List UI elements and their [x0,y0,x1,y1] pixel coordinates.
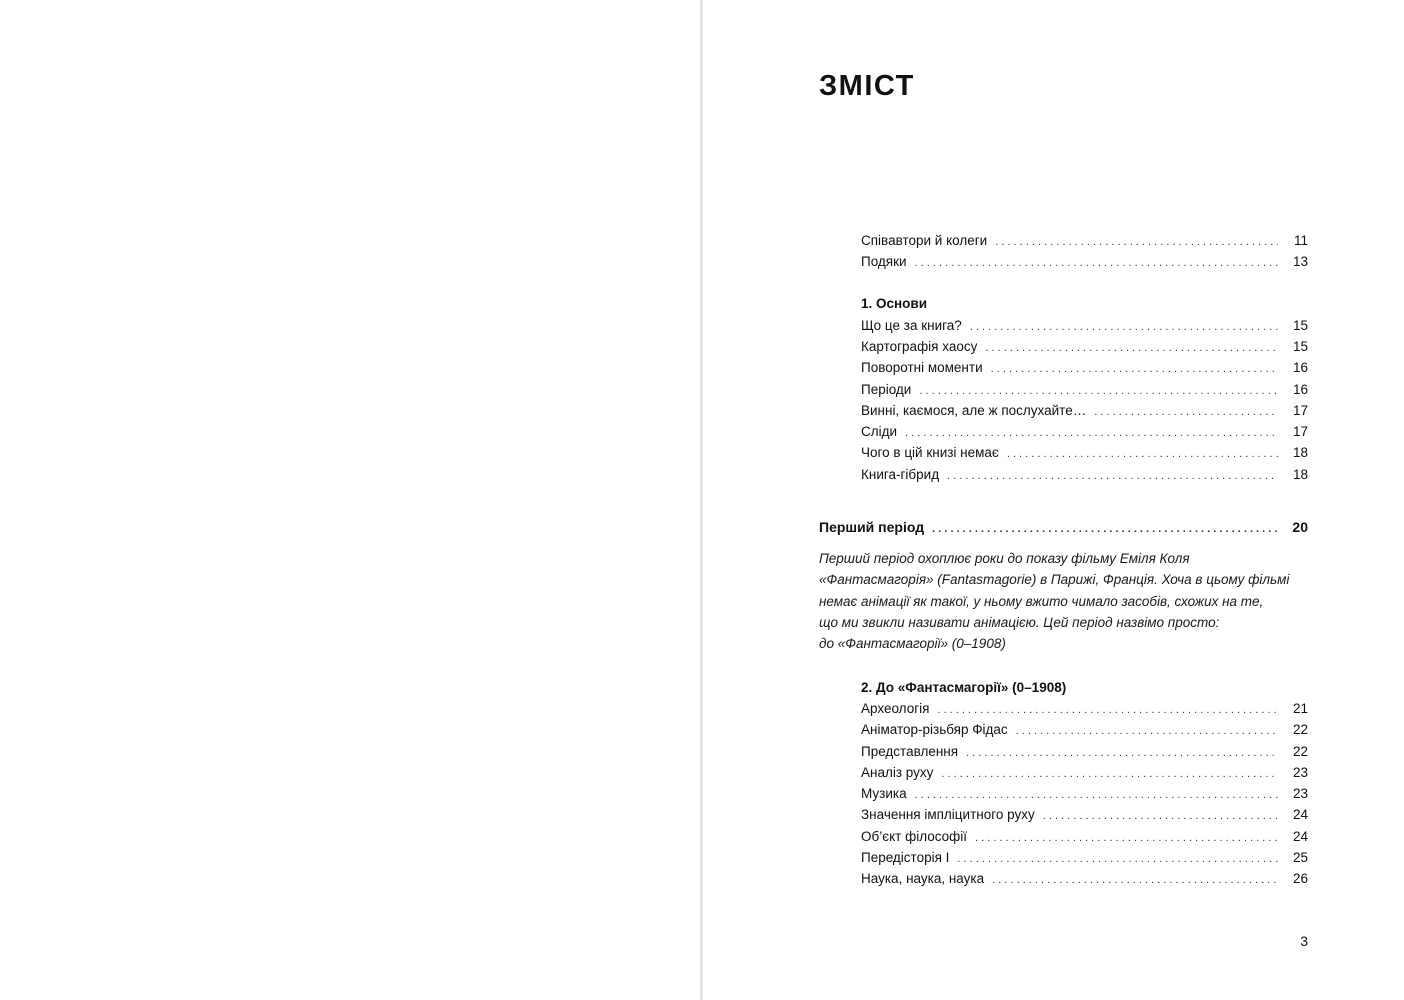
table-of-contents [703,0,1404,1000]
toc-entry[interactable] [861,783,1308,804]
dot-leader [991,359,1278,380]
dot-leader [919,381,1278,402]
toc-entry-page: 15 [1292,318,1308,333]
dot-leader [992,870,1278,891]
toc-entry-contributors[interactable] [861,230,1308,251]
toc-entry-page: 24 [1292,829,1308,844]
chapter-2-heading[interactable]: 2. До «Фантасмагорії» (0–1908) [861,680,1067,695]
description-line: до «Фантасмагорії» (0–1908) [819,636,1006,652]
dot-leader [1043,806,1278,827]
toc-entry-label: Співавтори й колеги [861,233,988,248]
dot-leader [915,253,1278,274]
toc-entry[interactable] [861,762,1308,783]
toc-entry-label: Передісторія І [861,850,950,865]
dot-leader [985,338,1278,359]
dot-leader [995,232,1278,253]
toc-entry[interactable] [861,698,1308,719]
toc-entry[interactable] [861,719,1308,740]
toc-entry[interactable] [861,741,1308,762]
dot-leader [905,423,1278,444]
chapter-1-heading[interactable]: 1. Основи [861,296,928,311]
toc-entry-label: Аналіз руху [861,765,934,780]
period-description [819,548,1319,654]
toc-entry-page: 11 [1293,233,1308,248]
toc-entry-label: Періоди [861,382,912,397]
toc-entry-acknowledgements[interactable] [861,251,1308,272]
toc-entry[interactable] [861,379,1308,400]
toc-entry[interactable] [861,464,1308,485]
dot-leader [1007,444,1278,465]
toc-entry-page: 25 [1292,850,1308,865]
toc-entry-label: Подяки [861,254,907,269]
toc-entry[interactable] [861,315,1308,336]
dot-leader [915,785,1278,806]
toc-entry-page: 22 [1292,722,1308,737]
toc-entry-label: Представлення [861,744,959,759]
page-number: 3 [1300,933,1308,949]
blank-left-page [0,0,700,1000]
toc-entry[interactable] [861,442,1308,463]
toc-entry[interactable] [861,400,1308,421]
toc-entry-page: 20 [1292,519,1308,535]
description-line: що ми звикли називати анімацією. Цей період назвімо просто: [819,614,1220,630]
toc-entry[interactable] [861,421,1308,442]
toc-entry-label: Поворотні моменти [861,360,983,375]
toc-entry-page: 18 [1292,445,1308,460]
toc-entry[interactable] [861,336,1308,357]
dot-leader [966,743,1278,764]
toc-entry-page: 18 [1292,467,1308,482]
toc-entry-page: 23 [1292,786,1308,801]
toc-entry-label: Музика [861,786,907,801]
toc-entry-page: 24 [1292,807,1308,822]
description-line: немає анімації як такої, у ньому вжито чимало засобів, схожих на те, [819,593,1264,609]
toc-entry-label: Книга-гібрид [861,467,940,482]
toc-entry-page: 23 [1292,765,1308,780]
toc-entry-page: 22 [1292,744,1308,759]
dot-leader [937,700,1278,721]
dot-leader [941,764,1278,785]
toc-entry-first-period[interactable] [819,517,1308,538]
toc-entry-page: 16 [1292,360,1308,375]
dot-leader [975,828,1278,849]
toc-entry-label: Аніматор-різьбяр Фідас [861,722,1008,737]
dot-leader [932,519,1278,540]
toc-entry-label: Винні, каємося, але ж послухайте… [861,403,1087,418]
dot-leader [970,317,1278,338]
toc-entry-label: Що це за книга? [861,318,962,333]
dot-leader [957,849,1278,870]
toc-entry-page: 17 [1292,403,1308,418]
description-line: «Фантасмагорія» (Fantasmagorie) в Парижі, Франція. Хоча в цьому фільмі [819,572,1290,588]
toc-entry-page: 16 [1292,382,1308,397]
toc-entry-label: Сліди [861,424,898,439]
dot-leader [1094,402,1278,423]
toc-entry-label: Перший період [819,519,925,535]
toc-entry-page: 13 [1292,254,1308,269]
toc-entry-label: Чого в цій книзі немає [861,445,999,460]
toc-entry-page: 26 [1292,871,1308,886]
toc-entry[interactable] [861,804,1308,825]
toc-entry-page: 21 [1292,701,1308,716]
toc-entry-label: Наука, наука, наука [861,871,985,886]
toc-entry-label: Значення імпліцитного руху [861,807,1035,822]
toc-entry-label: Картографія хаосу [861,339,978,354]
dot-leader [1016,721,1278,742]
toc-entry-label: Археологія [861,701,930,716]
toc-entry-label: Об’єкт філософії [861,829,968,844]
contents-page [703,0,1404,1000]
description-line: Перший період охоплює роки до показу фільму Еміля Коля [819,551,1190,566]
toc-entry-page: 15 [1292,339,1308,354]
toc-entry-page: 17 [1292,424,1308,439]
toc-entry[interactable] [861,826,1308,847]
toc-entry[interactable] [861,868,1308,889]
page-title: ЗМІСТ [819,70,915,102]
toc-entry[interactable] [861,357,1308,378]
toc-entry[interactable] [861,847,1308,868]
dot-leader [947,466,1278,487]
